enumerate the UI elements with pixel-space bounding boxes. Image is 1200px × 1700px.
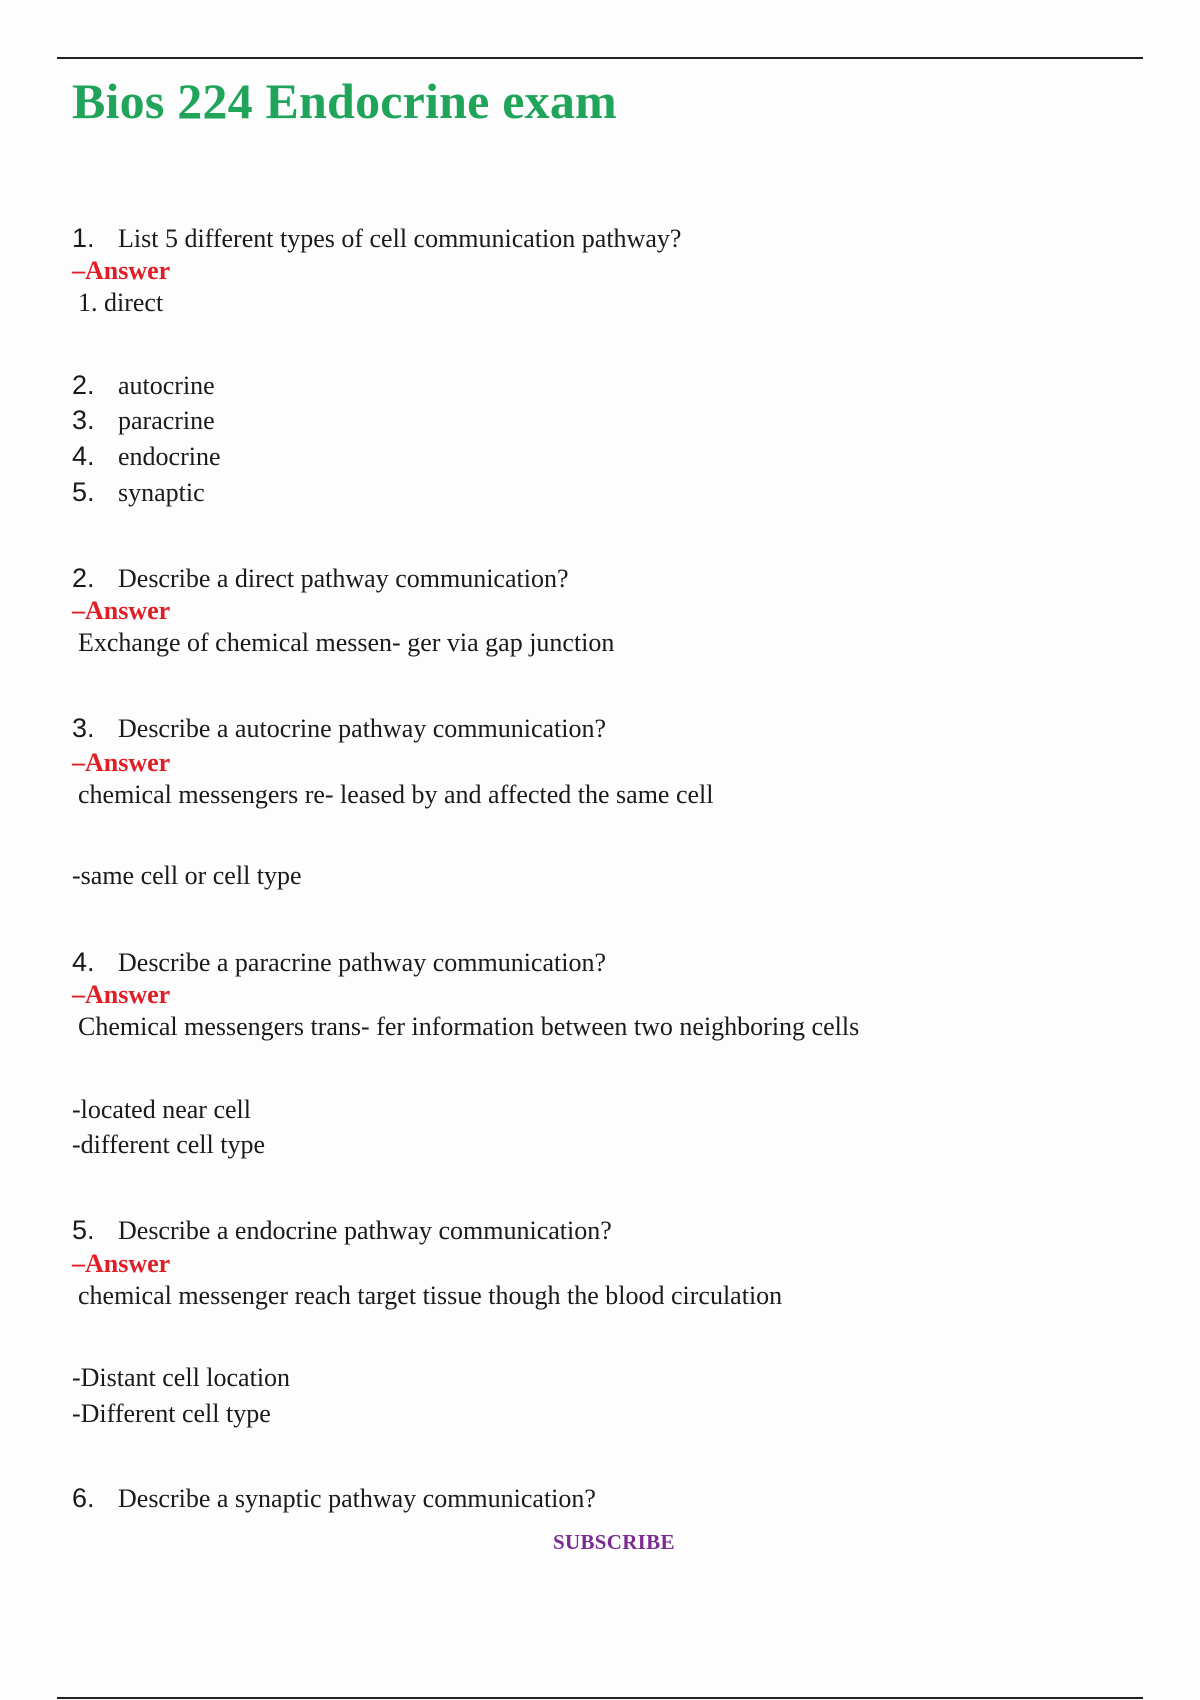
list-item-text: paracrine bbox=[118, 406, 215, 435]
bottom-rule bbox=[57, 1697, 1143, 1699]
subscribe-link[interactable]: SUBSCRIBE bbox=[553, 1530, 675, 1554]
question-text: Describe a synaptic pathway communication? bbox=[118, 1484, 596, 1513]
answer-text: Chemical messengers trans- fer information between two neighboring cells bbox=[78, 1012, 860, 1041]
list-item bbox=[72, 369, 215, 402]
question-2 bbox=[72, 562, 568, 595]
list-item bbox=[72, 404, 215, 437]
question-3 bbox=[72, 712, 606, 745]
list-item-number: 3. bbox=[72, 405, 95, 435]
question-text: Describe a autocrine pathway communication? bbox=[118, 714, 607, 743]
answer-text: Exchange of chemical messen- ger via gap junction bbox=[78, 628, 615, 657]
list-item-text: synaptic bbox=[118, 478, 205, 507]
answer-note: -Different cell type bbox=[72, 1399, 271, 1428]
answer-label: –Answer bbox=[72, 596, 171, 625]
question-text: List 5 different types of cell communication pathway? bbox=[118, 224, 682, 253]
question-text: Describe a paracrine pathway communication? bbox=[118, 948, 606, 977]
question-5 bbox=[72, 1214, 612, 1247]
answer-label: –Answer bbox=[72, 748, 171, 777]
list-item-number: 4. bbox=[72, 441, 95, 471]
question-number: 3. bbox=[72, 713, 95, 743]
list-item-number: 2. bbox=[72, 370, 95, 400]
question-number: 4. bbox=[72, 947, 95, 977]
question-number: 5. bbox=[72, 1215, 95, 1245]
question-1 bbox=[72, 222, 681, 255]
question-6 bbox=[72, 1482, 596, 1515]
answer-note: -same cell or cell type bbox=[72, 861, 302, 890]
answer-label: –Answer bbox=[72, 256, 171, 285]
answer-text: chemical messenger reach target tissue though the blood circulation bbox=[78, 1281, 783, 1310]
list-item-number: 5. bbox=[72, 477, 95, 507]
answer-text: chemical messengers re- leased by and affected the same cell bbox=[78, 780, 714, 809]
top-rule bbox=[57, 57, 1143, 59]
list-item bbox=[72, 440, 221, 473]
list-item-text: autocrine bbox=[118, 371, 215, 400]
page-title: Bios 224 Endocrine exam bbox=[72, 73, 617, 129]
question-number: 6. bbox=[72, 1483, 95, 1513]
answer-text: 1. direct bbox=[78, 288, 164, 317]
question-text: Describe a endocrine pathway communication? bbox=[118, 1216, 612, 1245]
answer-label: –Answer bbox=[72, 980, 171, 1009]
answer-label: –Answer bbox=[72, 1249, 171, 1278]
answer-note: -located near cell bbox=[72, 1095, 251, 1124]
answer-note: -different cell type bbox=[72, 1130, 265, 1159]
question-number: 2. bbox=[72, 563, 95, 593]
answer-note: -Distant cell location bbox=[72, 1363, 291, 1392]
list-item-text: endocrine bbox=[118, 442, 221, 471]
list-item bbox=[72, 476, 205, 509]
question-4 bbox=[72, 946, 606, 979]
question-text: Describe a direct pathway communication? bbox=[118, 564, 569, 593]
question-number: 1. bbox=[72, 223, 95, 253]
